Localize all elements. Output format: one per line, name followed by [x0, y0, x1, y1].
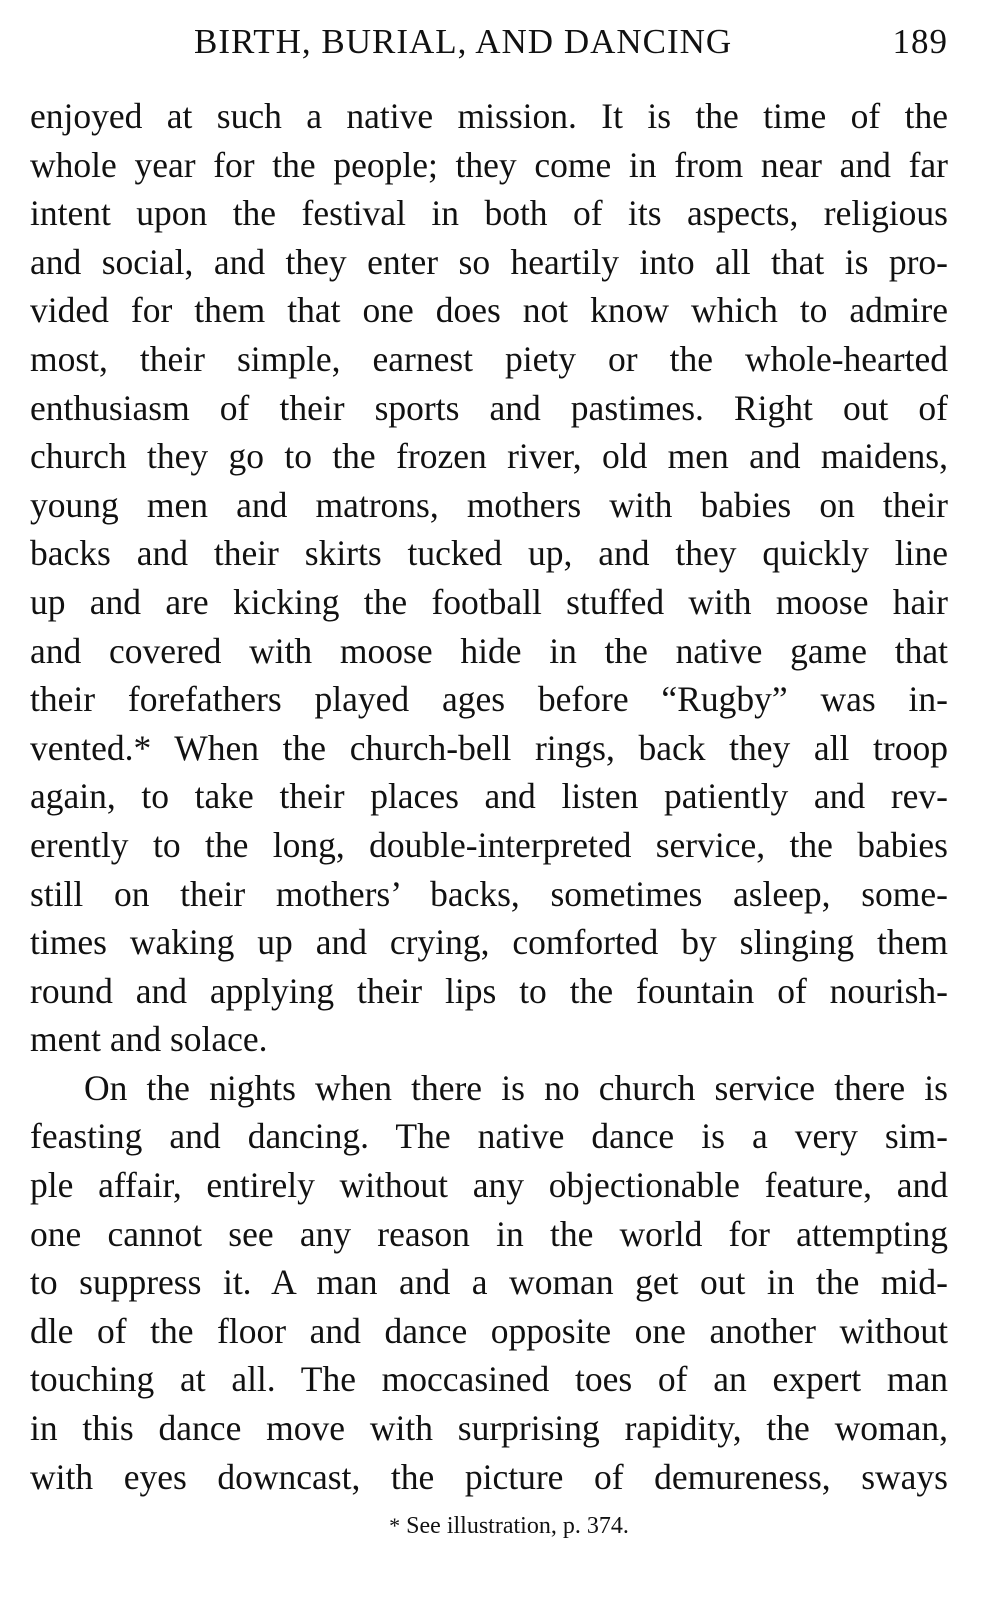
footnote-marker: *: [389, 1513, 401, 1539]
text-line: vented.* When the church-bell rings, back they all troop: [30, 727, 948, 768]
text-line: with eyes downcast, the picture of demureness, sways: [30, 1456, 948, 1497]
running-title: BIRTH, BURIAL, AND DANCING: [194, 22, 733, 61]
footnote: [30, 1513, 948, 1540]
paragraph-1: [30, 92, 948, 1064]
text-line: dle of the floor and dance opposite one another without: [30, 1310, 948, 1351]
page-number: 189: [892, 22, 948, 61]
text-line: enjoyed at such a native mission. It is the time of the: [30, 96, 948, 136]
text-line: in this dance move with surprising rapidity, the woman,: [30, 1408, 948, 1449]
text-line: their forefathers played ages before “Rugby” was in-: [30, 679, 948, 720]
footnote-text: See illustration, p. 374.: [406, 1513, 629, 1540]
text-line: backs and their skirts tucked up, and they quickly line: [30, 533, 948, 574]
text-line: feasting and dancing. The native dance is a very sim-: [30, 1116, 948, 1157]
body-text: [30, 92, 948, 1501]
text-line: enthusiasm of their sports and pastimes. Right out of: [30, 387, 948, 428]
text-line: touching at all. The moccasined toes of an expert man: [30, 1359, 948, 1400]
text-line: most, their simple, earnest piety or the whole-hearted: [30, 338, 948, 379]
text-line: up and are kicking the football stuffed with moose hair: [30, 581, 948, 622]
text-line: ment and solace.: [30, 1019, 268, 1060]
text-line: and social, and they enter so heartily into all that is pro-: [30, 241, 948, 282]
text-line: On the nights when there is no church service there is: [84, 1067, 948, 1108]
text-line: and covered with moose hide in the native game that: [30, 630, 948, 671]
text-line: erently to the long, double-interpreted service, the babies: [30, 824, 948, 865]
text-line: again, to take their places and listen patiently and rev-: [30, 776, 948, 817]
text-line: intent upon the festival in both of its aspects, religious: [30, 193, 948, 234]
text-line: still on their mothers’ backs, sometimes asleep, some-: [30, 873, 948, 914]
text-line: to suppress it. A man and a woman get out in the mid-: [30, 1262, 948, 1303]
text-line: one cannot see any reason in the world for attempting: [30, 1213, 948, 1254]
text-line: ple affair, entirely without any objectionable feature, and: [30, 1165, 948, 1206]
text-line: vided for them that one does not know which to admire: [30, 290, 948, 331]
text-line: whole year for the people; they come in from near and far: [30, 144, 948, 185]
text-line: church they go to the frozen river, old men and maidens,: [30, 436, 948, 477]
paragraph-2: [30, 1064, 948, 1501]
text-line: times waking up and crying, comforted by slinging them: [30, 922, 948, 963]
book-page: [30, 22, 948, 1540]
text-line: young men and matrons, mothers with babies on their: [30, 484, 948, 525]
running-head: [30, 22, 948, 70]
text-line: round and applying their lips to the fountain of nourish-: [30, 970, 948, 1011]
